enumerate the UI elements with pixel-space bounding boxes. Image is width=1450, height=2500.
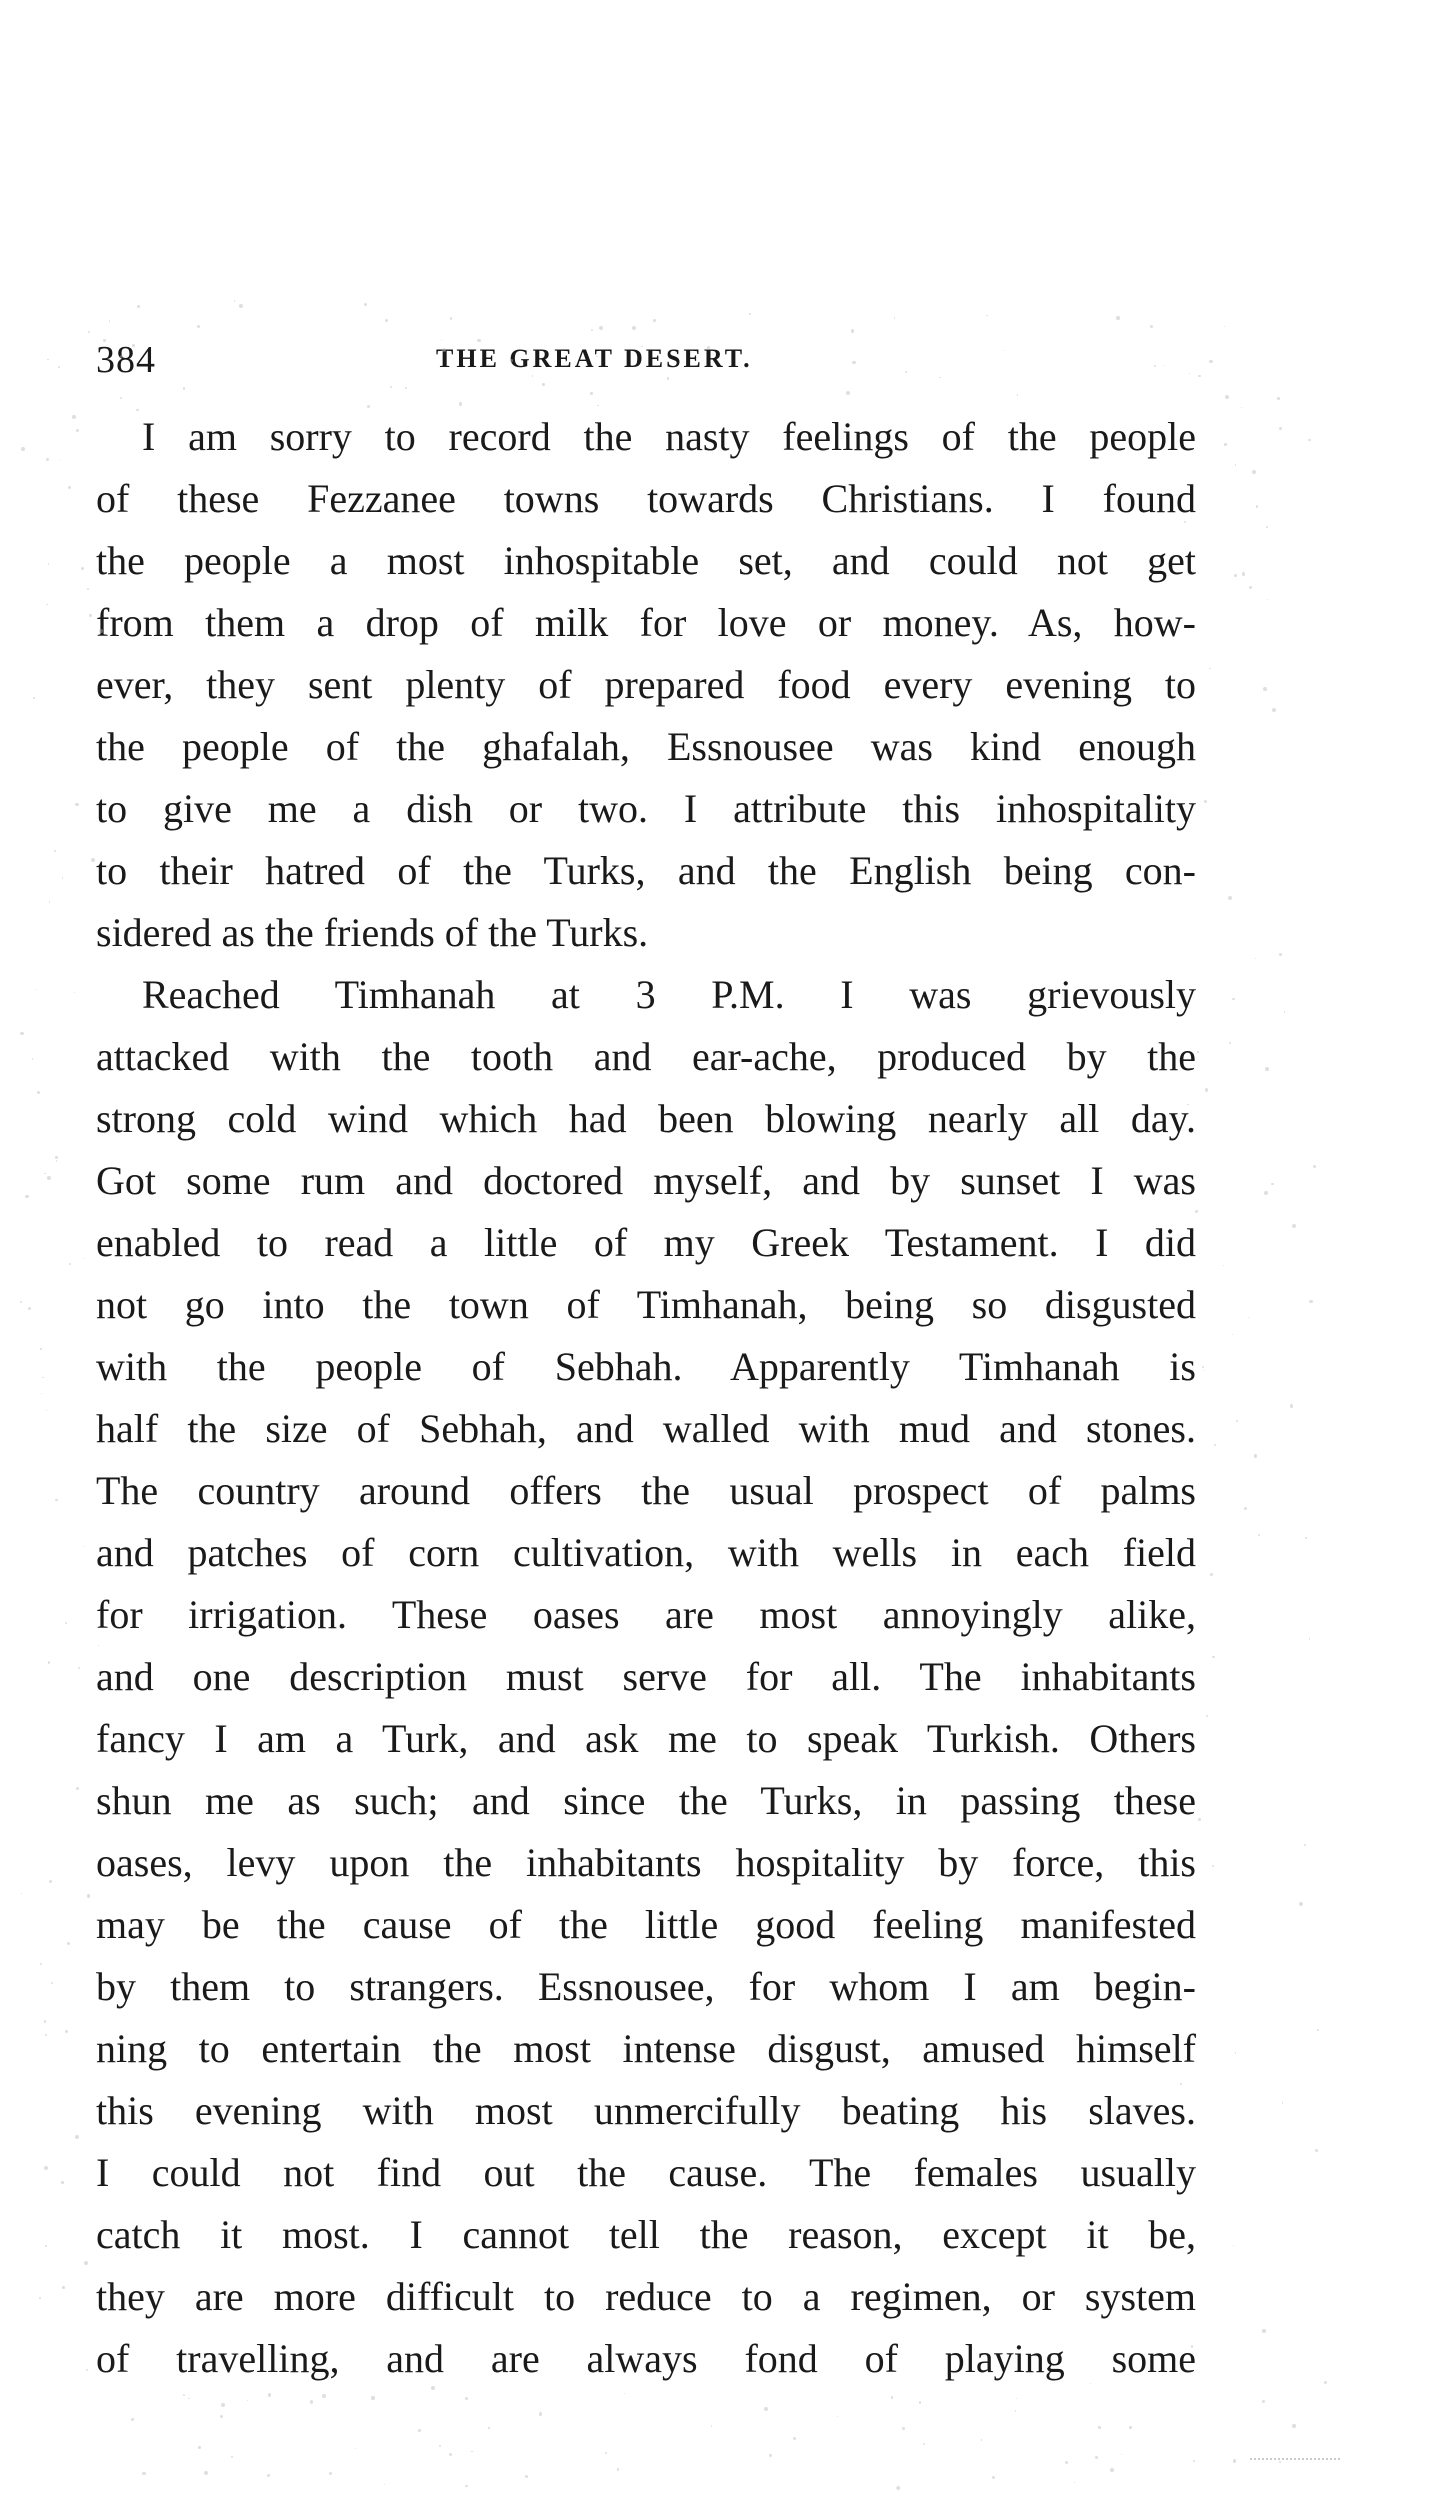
speckle xyxy=(1241,407,1242,408)
speckle xyxy=(51,1982,53,1984)
text-line: The country around offers the usual prospect of palms xyxy=(96,1468,1196,1513)
speckle xyxy=(58,366,60,368)
speckle xyxy=(1212,1656,1214,1658)
text-line: with the people of Sebhah. Apparently Timhanah is xyxy=(96,1344,1196,1389)
speckle xyxy=(465,2485,467,2487)
speckle xyxy=(1015,2410,1016,2411)
speckle xyxy=(183,387,185,389)
speckle xyxy=(75,803,78,806)
speckle xyxy=(641,346,642,347)
speckle xyxy=(188,2398,190,2400)
speckle xyxy=(851,329,854,332)
text-line: catch it most. I cannot tell the reason, except it be, xyxy=(96,2212,1196,2257)
text-line: oases, levy upon the inhabitants hospitality by force, this xyxy=(96,1840,1196,1885)
speckle xyxy=(220,2415,223,2418)
text-line: shun me as such; and since the Turks, in passing these xyxy=(96,1778,1196,1823)
speckle xyxy=(1249,586,1252,589)
speckle xyxy=(1317,2029,1319,2031)
speckle xyxy=(88,331,90,333)
speckle xyxy=(137,305,139,307)
speckle xyxy=(46,458,49,461)
speckle xyxy=(897,2486,901,2490)
speckle xyxy=(55,1499,57,1501)
speckle xyxy=(891,2396,894,2399)
speckle xyxy=(1256,505,1259,508)
speckle xyxy=(1212,1865,1214,1867)
speckle xyxy=(1232,1334,1233,1335)
speckle xyxy=(1262,2329,1265,2332)
text-line: ning to entertain the most intense disgust, amused himself xyxy=(96,2026,1196,2071)
speckle xyxy=(65,1622,67,1624)
speckle xyxy=(981,2439,983,2441)
speckle xyxy=(355,2448,356,2449)
speckle xyxy=(1235,464,1237,466)
speckle xyxy=(385,319,388,322)
speckle xyxy=(37,1091,40,1094)
speckle xyxy=(268,2393,271,2396)
speckle xyxy=(894,317,896,319)
speckle xyxy=(653,319,656,322)
speckle xyxy=(21,447,25,451)
speckle xyxy=(1225,395,1229,399)
speckle xyxy=(83,1258,84,1259)
speckle xyxy=(1210,1573,1213,1576)
paragraph-2 xyxy=(96,964,1196,2390)
speckle xyxy=(477,339,480,342)
speckle xyxy=(450,317,453,320)
speckle xyxy=(1116,316,1119,319)
speckle xyxy=(49,901,50,902)
text-line: the people a most inhospitable set, and could not get xyxy=(96,538,1196,583)
speckle xyxy=(1129,2426,1131,2428)
speckle xyxy=(44,2020,47,2023)
speckle xyxy=(846,391,850,395)
speckle xyxy=(488,2427,489,2428)
speckle xyxy=(1284,1011,1286,1013)
paragraph-1 xyxy=(96,406,1196,964)
speckle xyxy=(1197,1051,1199,1053)
speckle xyxy=(939,377,940,378)
speckle xyxy=(510,359,512,361)
speckle xyxy=(231,2456,233,2458)
speckle xyxy=(142,2472,146,2476)
speckle xyxy=(1263,687,1267,691)
speckle xyxy=(459,402,462,405)
text-line: half the size of Sebhah, and walled with mud and stones. xyxy=(96,1406,1196,1451)
speckle xyxy=(32,1058,33,1059)
speckle xyxy=(20,1301,22,1303)
speckle xyxy=(28,1307,31,1310)
speckle xyxy=(21,1893,22,1894)
speckle xyxy=(632,326,636,330)
text-line: they are more difficult to reduce to a regimen, or system xyxy=(96,2274,1196,2319)
speckle xyxy=(91,858,95,862)
speckle xyxy=(449,2453,452,2456)
speckle xyxy=(40,1348,41,1349)
speckle xyxy=(1110,2468,1114,2472)
speckle xyxy=(371,2396,375,2400)
speckle xyxy=(47,359,48,360)
speckle xyxy=(1198,1818,1201,1821)
text-line: Got some rum and doctored myself, and by sunset I was xyxy=(96,1158,1196,1203)
speckle xyxy=(599,326,603,330)
text-line: the people of the ghafalah, Essnousee was kind enough xyxy=(96,724,1196,769)
speckle xyxy=(45,2034,47,2036)
speckle xyxy=(591,329,593,331)
speckle xyxy=(234,300,235,301)
speckle xyxy=(62,877,63,878)
speckle xyxy=(1252,470,1256,474)
speckle xyxy=(103,339,105,341)
speckle xyxy=(87,588,89,590)
speckle xyxy=(49,1880,52,1883)
speckle xyxy=(1308,439,1311,442)
speckle xyxy=(919,2401,922,2404)
speckle xyxy=(1198,375,1200,377)
speckle xyxy=(986,315,988,317)
speckle xyxy=(605,2452,607,2454)
speckle xyxy=(198,2446,201,2449)
speckle xyxy=(667,377,669,379)
speckle xyxy=(322,2394,326,2398)
text-line: from them a drop of milk for love or money. As, how- xyxy=(96,600,1196,645)
speckle xyxy=(1292,2424,1296,2428)
speckle xyxy=(56,1160,57,1161)
speckle xyxy=(1191,2345,1193,2347)
speckle xyxy=(61,2181,63,2183)
text-line: not go into the town of Timhanah, being so disgusted xyxy=(96,1282,1196,1327)
speckle xyxy=(1232,998,1235,1001)
speckle xyxy=(75,2135,79,2139)
text-line: and patches of corn cultivation, with wells in each field xyxy=(96,1530,1196,1575)
speckle xyxy=(923,2443,925,2445)
speckle xyxy=(1224,443,1227,446)
speckle xyxy=(1242,572,1246,576)
speckle xyxy=(1163,365,1164,366)
speckle xyxy=(617,2468,620,2471)
speckle xyxy=(465,2397,468,2400)
speckle xyxy=(418,2429,421,2432)
speckle xyxy=(109,320,110,321)
speckle xyxy=(1121,2454,1122,2455)
speckle xyxy=(1098,2426,1101,2429)
speckle xyxy=(405,387,407,389)
speckle xyxy=(78,1667,80,1669)
text-line: I could not find out the cause. The females usually xyxy=(96,2150,1196,2195)
speckle xyxy=(39,2297,41,2299)
text-line: may be the cause of the little good feeling manifested xyxy=(96,1902,1196,1947)
speckle xyxy=(525,2475,528,2478)
speckle xyxy=(1248,1317,1249,1318)
speckle xyxy=(65,2030,68,2033)
speckle xyxy=(44,2166,48,2170)
speckle xyxy=(852,361,855,364)
speckle xyxy=(793,2437,797,2441)
speckle xyxy=(364,303,368,307)
speckle xyxy=(1267,599,1268,600)
speckle xyxy=(624,2393,625,2394)
speckle xyxy=(267,2474,270,2477)
speckle xyxy=(1223,1265,1224,1266)
page-number: 384 xyxy=(96,339,156,381)
speckle xyxy=(25,1195,28,1198)
text-line: enabled to read a little of my Greek Testament. I did xyxy=(96,1220,1196,1265)
speckle xyxy=(471,2451,472,2452)
speckle xyxy=(120,355,123,358)
text-line: ever, they sent plenty of prepared food every evening to xyxy=(96,662,1196,707)
speckle xyxy=(711,2425,713,2427)
speckle xyxy=(68,486,71,489)
speckle xyxy=(764,2407,768,2411)
speckle xyxy=(310,2400,314,2404)
speckle xyxy=(1206,1715,1208,1717)
text-line: to give me a dish or two. I attribute this inhospitality xyxy=(96,786,1196,831)
speckle xyxy=(76,429,79,432)
speckle xyxy=(20,1032,24,1036)
text-line: and one description must serve for all. The inhabitants xyxy=(96,1654,1196,1699)
speckle xyxy=(136,409,138,411)
speckle xyxy=(1282,2102,1283,2103)
speckle xyxy=(1264,1191,1268,1195)
speckle xyxy=(1195,1210,1199,1214)
speckle xyxy=(33,697,35,699)
speckle xyxy=(1209,360,1212,363)
speckle xyxy=(1203,1370,1204,1371)
speckle xyxy=(1290,1404,1293,1407)
speckle xyxy=(1255,958,1256,959)
speckle xyxy=(1271,1183,1274,1186)
text-line: to their hatred of the Turks, and the English being con- xyxy=(96,848,1196,893)
speckle xyxy=(1262,2400,1265,2403)
speckle xyxy=(1150,325,1153,328)
speckle xyxy=(221,2403,225,2407)
speckle xyxy=(89,614,91,616)
speckle xyxy=(1095,2456,1098,2459)
speckle xyxy=(1205,1088,1208,1091)
speckle xyxy=(1017,394,1019,396)
speckle xyxy=(1266,526,1268,528)
speckle xyxy=(1265,1067,1269,1071)
speckle xyxy=(1234,574,1237,577)
speckle xyxy=(1304,1844,1306,1846)
speckle xyxy=(72,415,76,419)
speckle xyxy=(1233,2245,1234,2246)
speckle xyxy=(131,2418,134,2421)
speckle xyxy=(99,629,102,632)
speckle xyxy=(183,2394,185,2396)
speckle xyxy=(46,1410,47,1411)
speckle xyxy=(1065,2461,1068,2464)
speckle xyxy=(1258,1534,1260,1536)
speckle xyxy=(1299,1902,1303,1906)
speckle xyxy=(1309,1300,1312,1303)
speckle xyxy=(384,2484,385,2485)
running-title: THE GREAT DESERT. xyxy=(436,344,753,373)
text-line: of travelling, and are always fond of playing some xyxy=(96,2336,1196,2381)
speckle xyxy=(539,2412,542,2415)
speckle xyxy=(1279,427,1282,430)
speckle xyxy=(1254,1454,1257,1457)
speckle xyxy=(1233,2459,1236,2462)
speckle xyxy=(197,325,200,328)
speckle xyxy=(84,2261,88,2265)
text-line: Reached Timhanah at 3 P.M. I was grievously xyxy=(142,972,1196,1017)
speckle xyxy=(902,2427,905,2430)
speckle xyxy=(1180,2083,1182,2085)
speckle xyxy=(76,1787,79,1790)
speckle xyxy=(69,1263,71,1265)
speckle xyxy=(81,567,84,570)
speckle xyxy=(1279,953,1282,956)
text-line: I am sorry to record the nasty feelings of the people xyxy=(142,414,1196,459)
text-line: of these Fezzanee towns towards Christians. I found xyxy=(96,476,1196,521)
speckle xyxy=(40,1963,42,1965)
text-line: sidered as the friends of the Turks. xyxy=(96,910,649,955)
speckle xyxy=(1202,1366,1204,1368)
speckle xyxy=(1315,2149,1318,2152)
speckle xyxy=(749,313,751,315)
scan-edge-mark xyxy=(1250,2458,1340,2500)
speckle xyxy=(120,397,122,399)
speckle xyxy=(1224,326,1225,327)
speckle xyxy=(1184,521,1186,523)
speckle xyxy=(247,2400,248,2401)
speckle xyxy=(45,2245,47,2247)
speckle xyxy=(44,1173,46,1175)
speckle xyxy=(565,361,567,363)
speckle xyxy=(590,392,592,394)
text-line: for irrigation. These oases are most annoyingly alike, xyxy=(96,1592,1196,1637)
speckle xyxy=(1235,2052,1236,2053)
speckle xyxy=(329,2472,332,2475)
speckle xyxy=(1229,1042,1231,1044)
speckle xyxy=(1016,2398,1017,2399)
speckle xyxy=(1228,896,1232,900)
speckle xyxy=(55,1156,57,1158)
speckle xyxy=(67,1942,70,1945)
speckle xyxy=(1313,1165,1317,1169)
text-line: this evening with most unmercifully beating his slaves. xyxy=(96,2088,1196,2133)
speckle xyxy=(1244,1507,1247,1510)
speckle xyxy=(1277,397,1279,399)
speckle xyxy=(1209,668,1210,669)
speckle xyxy=(1309,1638,1310,1639)
speckle xyxy=(239,304,242,307)
speckle xyxy=(60,459,61,460)
speckle xyxy=(42,1377,44,1379)
speckle xyxy=(46,604,47,605)
speckle xyxy=(47,1176,50,1179)
speckle xyxy=(48,563,49,564)
speckle xyxy=(1236,1420,1238,1422)
speckle xyxy=(1090,2383,1091,2384)
text-line: by them to strangers. Essnousee, for whom I am begin- xyxy=(96,1964,1196,2009)
speckle xyxy=(35,989,36,990)
speckle xyxy=(48,1661,51,1664)
speckle xyxy=(1292,1224,1296,1228)
speckle xyxy=(837,2416,838,2417)
speckle xyxy=(769,2454,771,2456)
text-line: fancy I am a Turk, and ask me to speak Turkish. Others xyxy=(96,1716,1196,1761)
page-header xyxy=(96,338,1196,388)
speckle xyxy=(41,1393,42,1394)
speckle xyxy=(74,992,76,994)
speckle xyxy=(84,1546,86,1548)
speckle xyxy=(62,2286,65,2289)
speckle xyxy=(204,2471,208,2475)
speckle xyxy=(1272,708,1276,712)
text-line: strong cold wind which had been blowing nearly all day. xyxy=(96,1096,1196,1141)
speckle xyxy=(1193,2460,1195,2462)
speckle xyxy=(87,1894,90,1897)
speckle xyxy=(992,2476,995,2479)
speckle xyxy=(1324,2381,1327,2384)
speckle xyxy=(1214,1444,1216,1446)
speckle xyxy=(86,2369,88,2371)
speckle xyxy=(1305,1537,1307,1539)
speckle xyxy=(439,2445,441,2447)
speckle xyxy=(1074,2482,1075,2483)
body-text xyxy=(96,406,1196,2390)
text-line: attacked with the tooth and ear-ache, produced by the xyxy=(96,1034,1196,1079)
speckle xyxy=(1204,800,1207,803)
speckle xyxy=(54,850,56,852)
